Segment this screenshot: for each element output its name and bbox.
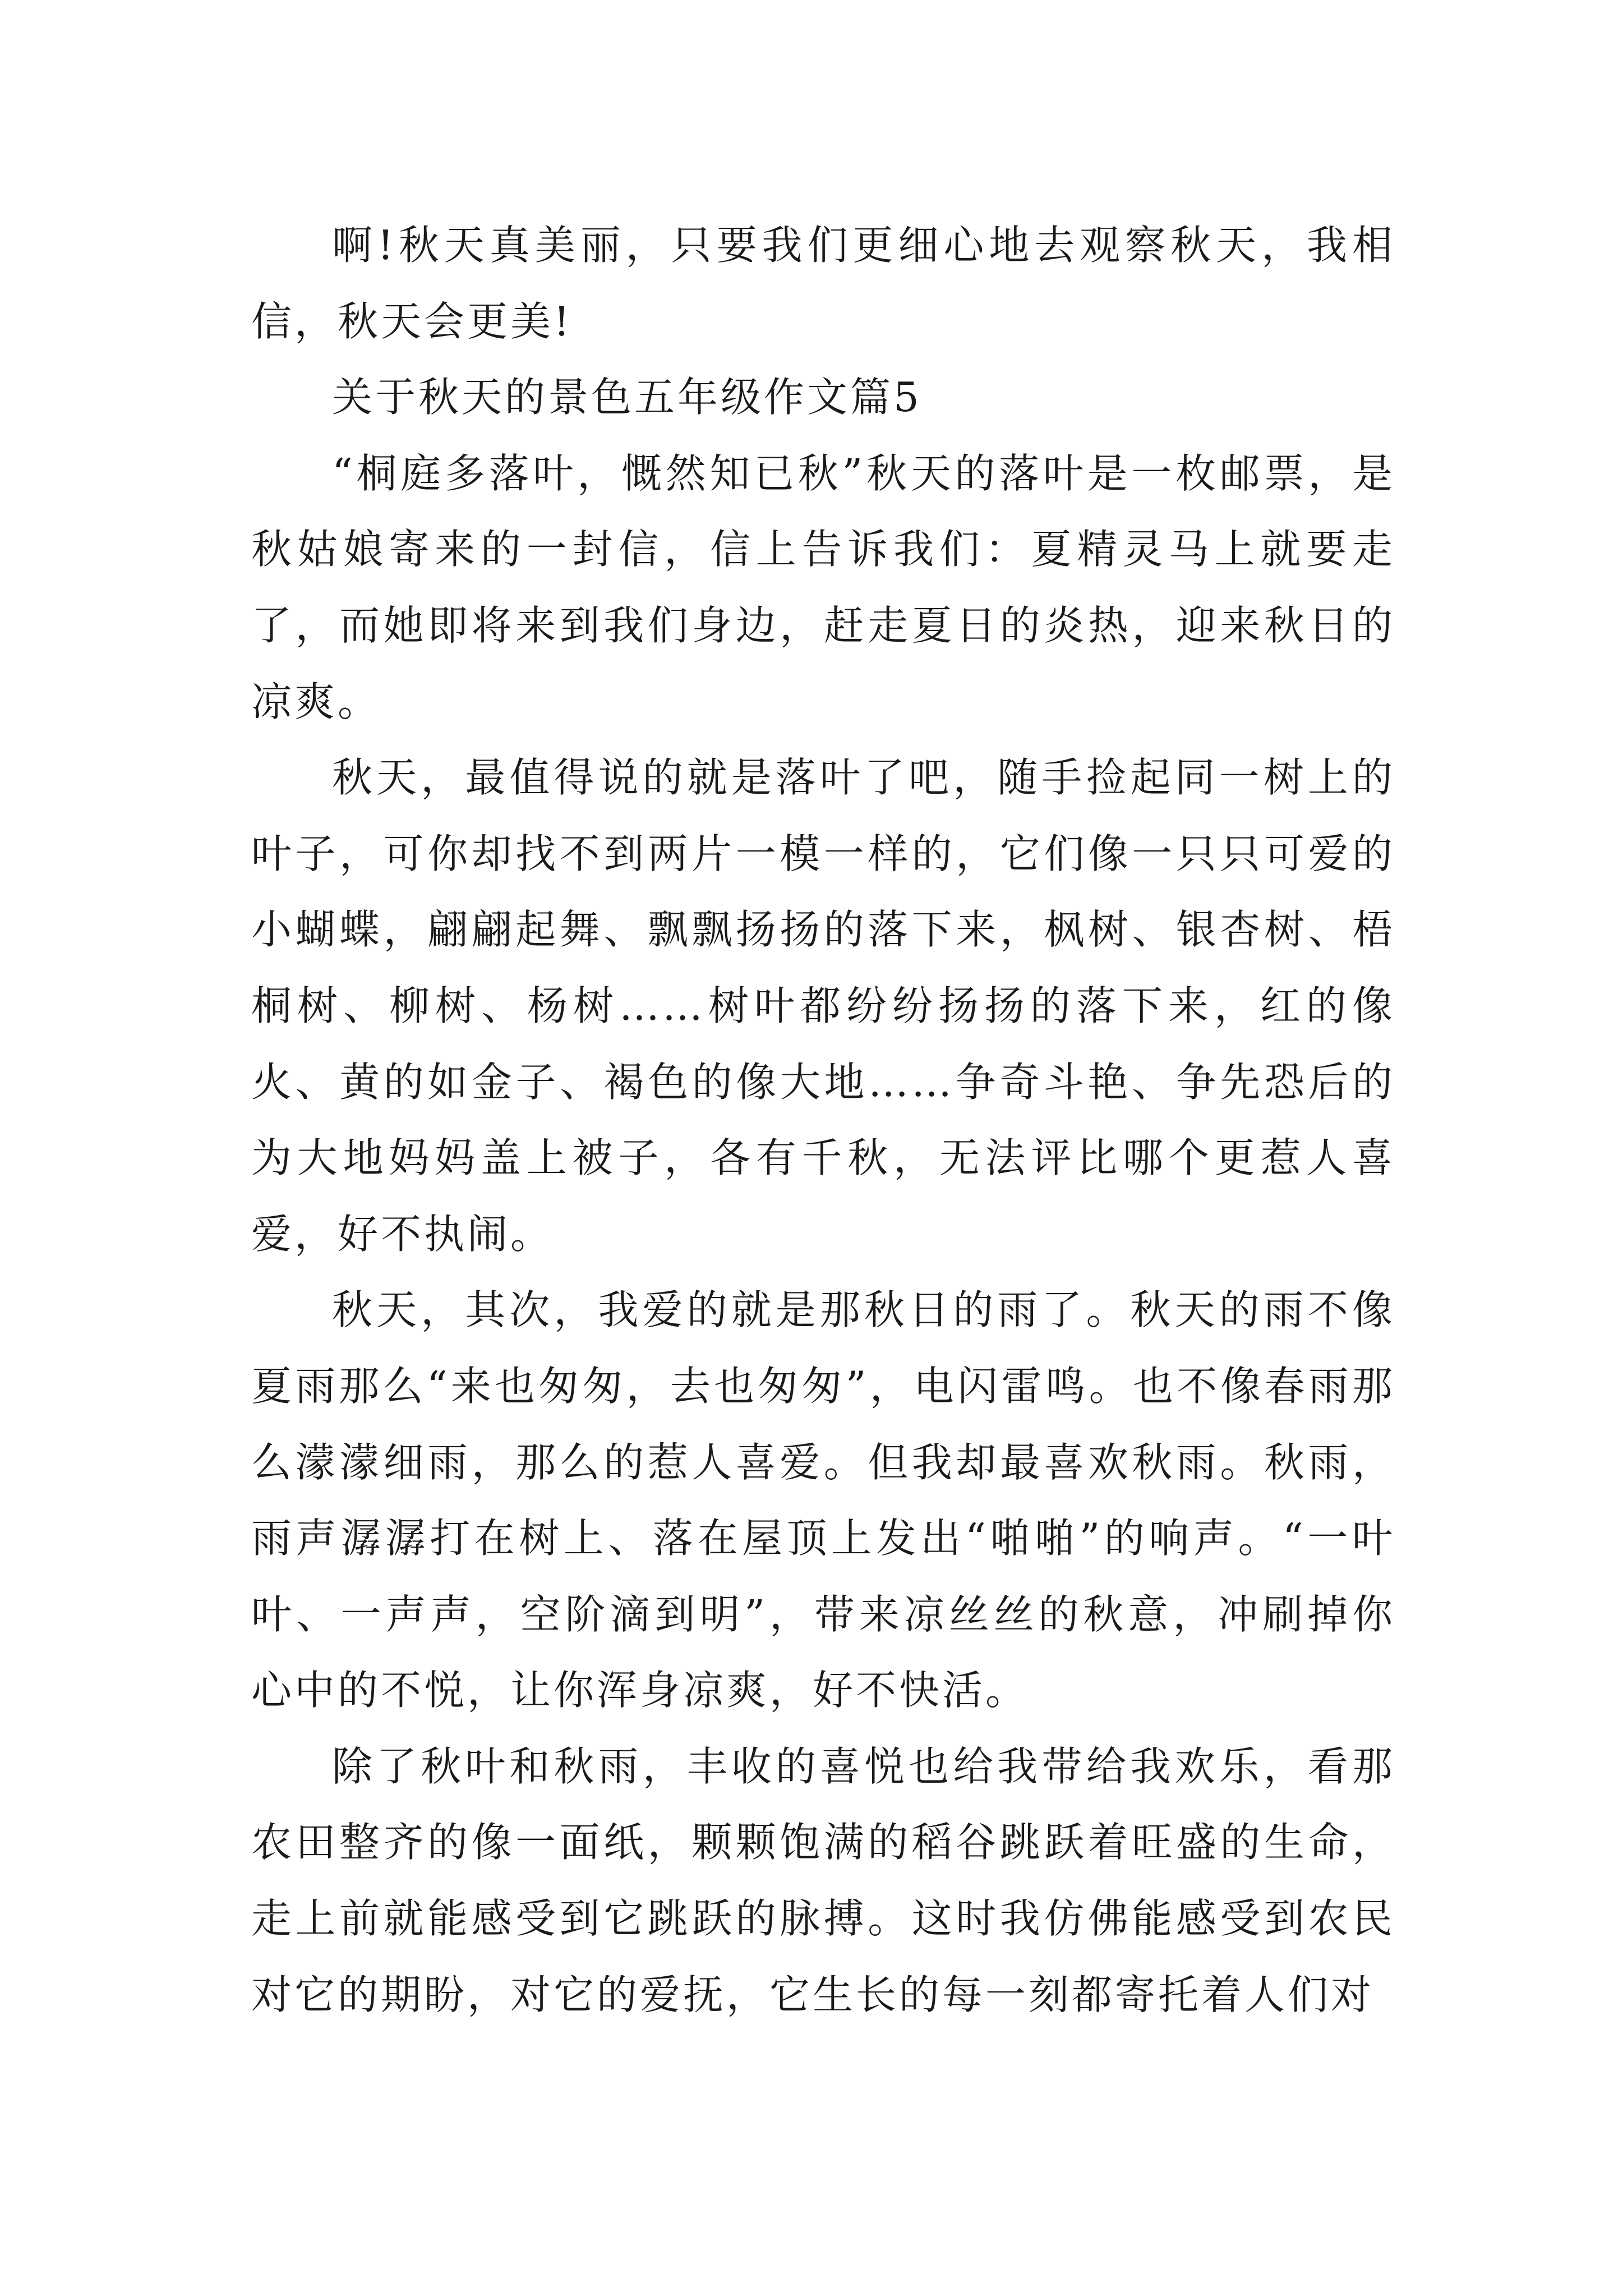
paragraph: 啊!秋天真美丽，只要我们更细心地去观察秋天，我相信，秋天会更美! [251,222,1395,345]
paragraph: 秋天，其次，我爱的就是那秋日的雨了。秋天的雨不像夏雨那么“来也匆匆，去也匆匆”，电闪雷鸣。也不像春雨那么濛濛细雨，那么的惹人喜爱。但我却最喜欢秋雨。秋雨，雨声潺潺打在树上、落在屋顶上发出“啪啪”的响声。“一叶叶、一声声，空阶滴到明”，带来凉丝丝的秋意，冲刷掉你心中的不悦，让你浑身凉爽，好不快活。 [251,1286,1395,1714]
paragraph: “桐庭多落叶，慨然知已秋”秋天的落叶是一枚邮票，是秋姑娘寄来的一封信，信上告诉我们：夏精灵马上就要走了，而她即将来到我们身边，赶走夏日的炎热，迎来秋日的凉爽。 [251,449,1395,725]
section-heading: 关于秋天的景色五年级作文篇5 [332,374,922,421]
document-body [251,208,1395,2033]
paragraph: 除了秋叶和秋雨，丰收的喜悦也给我带给我欢乐，看那农田整齐的像一面纸，颗颗饱满的稻谷跳跃着旺盛的生命，走上前就能感受到它跳跃的脉搏。这时我仿佛能感受到农民对它的期盼，对它的爱抚，它生长的每一刻都寄托着人们对 [251,1742,1395,2018]
paragraph: 秋天，最值得说的就是落叶了吧，随手捡起同一树上的叶子，可你却找不到两片一模一样的，它们像一只只可爱的小蝴蝶，翩翩起舞、飘飘扬扬的落下来，枫树、银杏树、梧桐树、柳树、杨树……树叶都纷纷扬扬的落下来，红的像火、黄的如金子、褐色的像大地……争奇斗艳、争先恐后的为大地妈妈盖上被子，各有千秋，无法评比哪个更惹人喜爱，好不执闹。 [251,754,1395,1258]
